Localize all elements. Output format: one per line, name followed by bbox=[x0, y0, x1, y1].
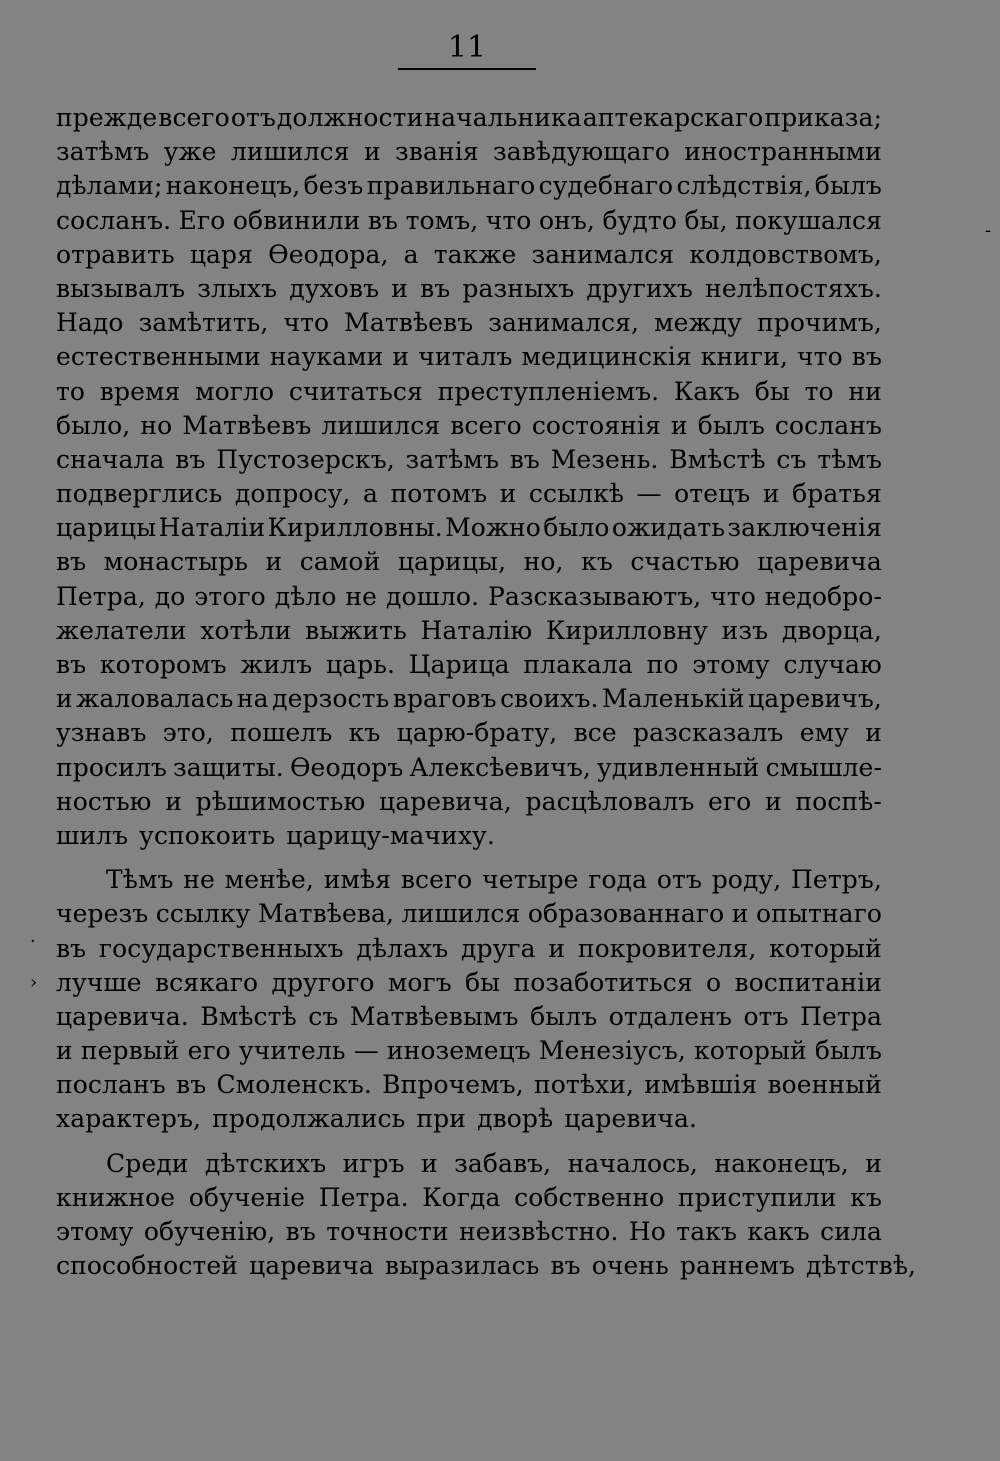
text-line: желатели хотѣли выжить Наталію Кирилловну изъ дворца, bbox=[56, 615, 882, 645]
text-line: въ которомъ жилъ царь. Царица плакала по этому случаю bbox=[56, 650, 882, 679]
text-line: Надо замѣтить, что Матвѣевъ занимался, между прочимъ, bbox=[56, 308, 882, 338]
text-line: книжное обученіе Петра. Когда собственно приступили къ bbox=[56, 1182, 882, 1212]
text-line: было, но Матвѣевъ лишился всего состоянія и былъ сосланъ bbox=[56, 410, 882, 440]
margin-mark-right: - bbox=[985, 220, 992, 241]
text-line: характеръ, продолжались при дворѣ царевича. bbox=[56, 1104, 698, 1134]
text-line: царевича. Вмѣстѣ съ Матвѣевымъ былъ отдаленъ отъ Петра bbox=[56, 1001, 882, 1031]
text-line: то время могло считаться преступленіемъ. Какъ бы то ни bbox=[56, 376, 882, 406]
text-line: подверглись допросу, а потомъ и ссылкѣ — отецъ и братья bbox=[56, 479, 882, 509]
text-line: въ монастырь и самой царицы, но, къ счастью царевича bbox=[56, 547, 882, 577]
paragraph bbox=[56, 101, 882, 853]
page-number: 11 bbox=[447, 30, 487, 65]
text-line: просилъ защиты. Ѳеодоръ Алексѣевичъ, удивленный смышле- bbox=[56, 752, 882, 782]
text-line: ностью и рѣшимостью царевича, расцѣловалъ его и поспѣ- bbox=[56, 786, 882, 816]
text-line: прежде всего отъ должности начальника аптекарскаго приказа; bbox=[56, 103, 882, 132]
text-line: посланъ въ Смоленскъ. Впрочемъ, потѣхи, имѣвшія военный bbox=[56, 1070, 882, 1100]
text-line: царицы Наталіи Кирилловны. Можно было ожидать заключенія bbox=[56, 513, 882, 543]
text-line: этому обученію, въ точности неизвѣстно. Но такъ какъ сила bbox=[56, 1217, 882, 1246]
text-line: Петра, до этого дѣло не дошло. Разсказываютъ, что недобро- bbox=[56, 581, 882, 611]
paragraph bbox=[56, 1147, 917, 1284]
page-number-rule bbox=[398, 68, 536, 70]
text-line: сначала въ Пустозерскъ, затѣмъ въ Мезень. Вмѣстѣ съ тѣмъ bbox=[56, 444, 882, 474]
paragraph-gap bbox=[56, 853, 882, 863]
text-line: Среди дѣтскихъ игръ и забавъ, началось, наконецъ, и bbox=[106, 1148, 882, 1178]
text-line: шилъ успокоить царицу-мачиху. bbox=[56, 820, 495, 850]
text-line: черезъ ссылку Матвѣева, лишился образованнаго и опытнаго bbox=[56, 899, 882, 929]
margin-mark-dot: · bbox=[30, 931, 36, 952]
text-line: сосланъ. Его обвинили въ томъ, что онъ, будто бы, покушался bbox=[56, 205, 882, 235]
text-line: лучше всякаго другого могъ бы позаботиться о воспитаніи bbox=[56, 967, 882, 997]
paragraph bbox=[56, 863, 882, 1137]
body-text bbox=[56, 101, 917, 1283]
text-line: вызывалъ злыхъ духовъ и въ разныхъ другихъ нелѣпостяхъ. bbox=[56, 273, 882, 303]
text-line: и первый его учитель — иноземецъ Менезіусъ, который былъ bbox=[56, 1036, 882, 1066]
text-line: естественными науками и читалъ медицинскія книги, что въ bbox=[56, 342, 882, 372]
text-line: узнавъ это, пошелъ къ царю-брату, все разсказалъ ему и bbox=[56, 718, 882, 748]
text-line: отравить царя Ѳеодора, а также занимался колдовствомъ, bbox=[56, 239, 882, 269]
page-header bbox=[398, 30, 536, 70]
text-line: затѣмъ уже лишился и званія завѣдующаго иностранными bbox=[56, 137, 882, 167]
text-line: Тѣмъ не менѣе, имѣя всего четыре года отъ роду, Петръ, bbox=[106, 865, 882, 895]
margin-mark-left: › bbox=[30, 972, 38, 993]
text-line: и жаловалась на дерзость враговъ своихъ. Маленькій царевичъ, bbox=[56, 684, 882, 714]
paragraph-gap bbox=[56, 1137, 882, 1147]
text-line: способностей царевича выразилась въ очень раннемъ дѣтствѣ, bbox=[56, 1251, 917, 1281]
text-line: дѣлами; наконецъ, безъ правильнаго судебнаго слѣдствія, былъ bbox=[56, 171, 882, 201]
text-line: въ государственныхъ дѣлахъ друга и покровителя, который bbox=[56, 933, 882, 963]
